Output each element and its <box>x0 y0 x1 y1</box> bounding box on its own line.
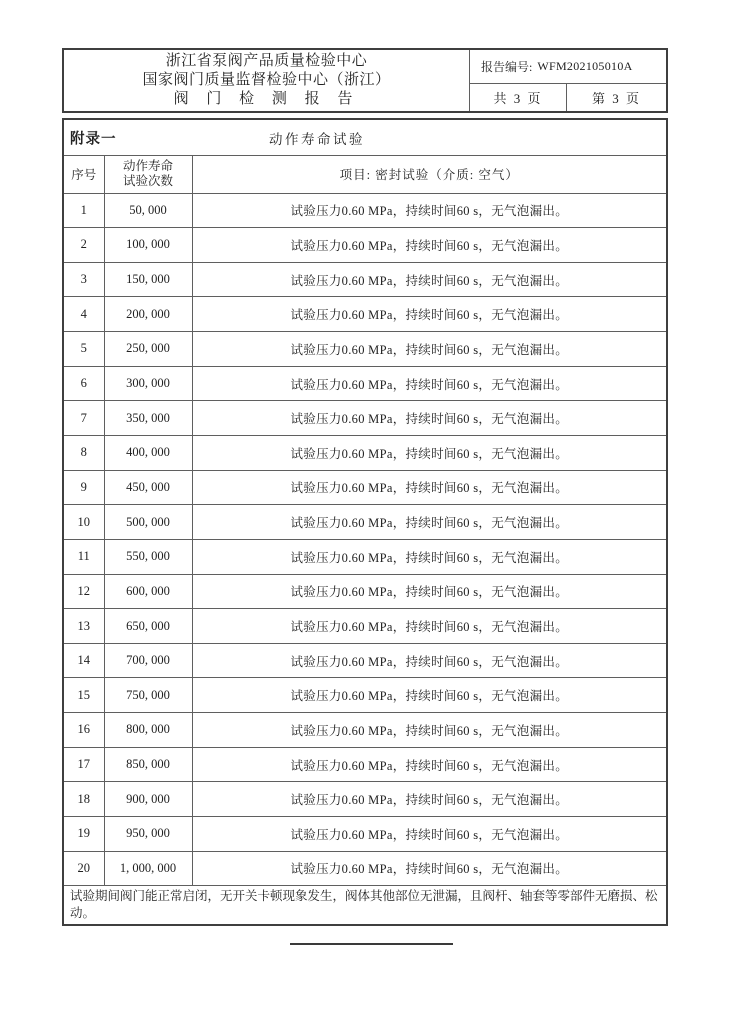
header-org-block <box>64 50 470 111</box>
row-seq-number: 5 <box>64 332 104 367</box>
table-row <box>64 713 666 748</box>
row-seq-number: 15 <box>64 678 104 713</box>
row-cycle-count: 900, 000 <box>104 782 192 817</box>
table-row <box>64 574 666 609</box>
row-cycle-count: 750, 000 <box>104 678 192 713</box>
appendix-title-row <box>64 120 666 156</box>
row-test-result: 试验压力0.60 MPa，持续时间60 s，无气泡漏出。 <box>192 643 666 678</box>
appendix-title: 动作寿命试验 <box>269 131 365 147</box>
col-header-cycles <box>104 156 192 193</box>
table-row <box>64 401 666 436</box>
row-cycle-count: 350, 000 <box>104 401 192 436</box>
table-row <box>64 505 666 540</box>
row-cycle-count: 100, 000 <box>104 228 192 263</box>
row-test-result: 试验压力0.60 MPa，持续时间60 s，无气泡漏出。 <box>192 470 666 505</box>
row-seq-number: 12 <box>64 574 104 609</box>
end-of-report-line <box>290 943 453 945</box>
row-cycle-count: 850, 000 <box>104 747 192 782</box>
table-row <box>64 470 666 505</box>
row-test-result: 试验压力0.60 MPa，持续时间60 s，无气泡漏出。 <box>192 366 666 401</box>
footer-note: 试验期间阀门能正常启闭，无开关卡顿现象发生，阀体其他部位无泄漏，且阀杆、轴套等零部件无磨损、松动。 <box>64 886 666 925</box>
appendix-label: 附录一 <box>70 131 117 147</box>
row-seq-number: 1 <box>64 193 104 228</box>
row-test-result: 试验压力0.60 MPa，持续时间60 s，无气泡漏出。 <box>192 401 666 436</box>
appendix-table-box <box>62 118 668 926</box>
org-name-line2: 国家阀门质量监督检验中心（浙江） <box>142 72 391 88</box>
table-row <box>64 747 666 782</box>
row-test-result: 试验压力0.60 MPa，持续时间60 s，无气泡漏出。 <box>192 747 666 782</box>
table-header-row <box>64 156 666 193</box>
table-row <box>64 366 666 401</box>
row-seq-number: 7 <box>64 401 104 436</box>
row-seq-number: 13 <box>64 609 104 644</box>
row-cycle-count: 250, 000 <box>104 332 192 367</box>
row-seq-number: 20 <box>64 851 104 886</box>
row-test-result: 试验压力0.60 MPa，持续时间60 s，无气泡漏出。 <box>192 574 666 609</box>
col-header-cycles-line2: 试验次数 <box>122 174 173 189</box>
row-test-result: 试验压力0.60 MPa，持续时间60 s，无气泡漏出。 <box>192 713 666 748</box>
report-number-value: WFM202105010A <box>537 59 633 73</box>
table-row <box>64 782 666 817</box>
table-row <box>64 262 666 297</box>
row-test-result: 试验压力0.60 MPa，持续时间60 s，无气泡漏出。 <box>192 851 666 886</box>
row-cycle-count: 400, 000 <box>104 435 192 470</box>
table-footer-row <box>64 886 666 925</box>
report-number-label: 报告编号: <box>481 60 533 74</box>
row-cycle-count: 600, 000 <box>104 574 192 609</box>
col-header-seq: 序号 <box>64 156 104 193</box>
table-row <box>64 851 666 886</box>
table-row <box>64 297 666 332</box>
table-row <box>64 193 666 228</box>
row-test-result: 试验压力0.60 MPa，持续时间60 s，无气泡漏出。 <box>192 297 666 332</box>
table-row <box>64 435 666 470</box>
row-seq-number: 19 <box>64 817 104 852</box>
row-cycle-count: 550, 000 <box>104 539 192 574</box>
row-test-result: 试验压力0.60 MPa，持续时间60 s，无气泡漏出。 <box>192 782 666 817</box>
row-test-result: 试验压力0.60 MPa，持续时间60 s，无气泡漏出。 <box>192 228 666 263</box>
row-seq-number: 6 <box>64 366 104 401</box>
row-cycle-count: 950, 000 <box>104 817 192 852</box>
row-seq-number: 2 <box>64 228 104 263</box>
row-test-result: 试验压力0.60 MPa，持续时间60 s，无气泡漏出。 <box>192 817 666 852</box>
row-test-result: 试验压力0.60 MPa，持续时间60 s，无气泡漏出。 <box>192 193 666 228</box>
table-body <box>64 193 666 886</box>
col-header-cycles-line1: 动作寿命 <box>122 159 173 174</box>
row-test-result: 试验压力0.60 MPa，持续时间60 s，无气泡漏出。 <box>192 435 666 470</box>
row-cycle-count: 1, 000, 000 <box>104 851 192 886</box>
org-name-line1: 浙江省泵阀产品质量检验中心 <box>165 53 368 69</box>
table-row <box>64 643 666 678</box>
row-cycle-count: 650, 000 <box>104 609 192 644</box>
row-seq-number: 3 <box>64 262 104 297</box>
row-seq-number: 16 <box>64 713 104 748</box>
row-seq-number: 4 <box>64 297 104 332</box>
report-header <box>62 48 668 113</box>
row-seq-number: 14 <box>64 643 104 678</box>
table-row <box>64 332 666 367</box>
table-row <box>64 678 666 713</box>
total-pages: 共 3 页 <box>470 84 567 111</box>
current-page: 第 3 页 <box>591 91 641 106</box>
row-test-result: 试验压力0.60 MPa，持续时间60 s，无气泡漏出。 <box>192 678 666 713</box>
row-cycle-count: 700, 000 <box>104 643 192 678</box>
row-seq-number: 8 <box>64 435 104 470</box>
row-seq-number: 18 <box>64 782 104 817</box>
row-test-result: 试验压力0.60 MPa，持续时间60 s，无气泡漏出。 <box>192 332 666 367</box>
life-test-table <box>64 156 666 924</box>
page-info-row <box>470 84 666 111</box>
header-meta-block <box>470 50 666 111</box>
row-test-result: 试验压力0.60 MPa，持续时间60 s，无气泡漏出。 <box>192 505 666 540</box>
row-seq-number: 9 <box>64 470 104 505</box>
table-row <box>64 609 666 644</box>
row-cycle-count: 500, 000 <box>104 505 192 540</box>
document-title: 阀 门 检 测 报 告 <box>173 91 360 107</box>
row-cycle-count: 200, 000 <box>104 297 192 332</box>
row-cycle-count: 50, 000 <box>104 193 192 228</box>
report-number <box>470 50 666 84</box>
table-row <box>64 539 666 574</box>
row-seq-number: 10 <box>64 505 104 540</box>
col-header-item: 项目: 密封试验（介质: 空气） <box>192 156 666 193</box>
row-cycle-count: 150, 000 <box>104 262 192 297</box>
row-cycle-count: 300, 000 <box>104 366 192 401</box>
table-row <box>64 817 666 852</box>
row-test-result: 试验压力0.60 MPa，持续时间60 s，无气泡漏出。 <box>192 539 666 574</box>
row-test-result: 试验压力0.60 MPa，持续时间60 s，无气泡漏出。 <box>192 262 666 297</box>
table-row <box>64 228 666 263</box>
report-page <box>62 48 668 945</box>
row-cycle-count: 800, 000 <box>104 713 192 748</box>
row-seq-number: 17 <box>64 747 104 782</box>
row-seq-number: 11 <box>64 539 104 574</box>
row-test-result: 试验压力0.60 MPa，持续时间60 s，无气泡漏出。 <box>192 609 666 644</box>
row-cycle-count: 450, 000 <box>104 470 192 505</box>
